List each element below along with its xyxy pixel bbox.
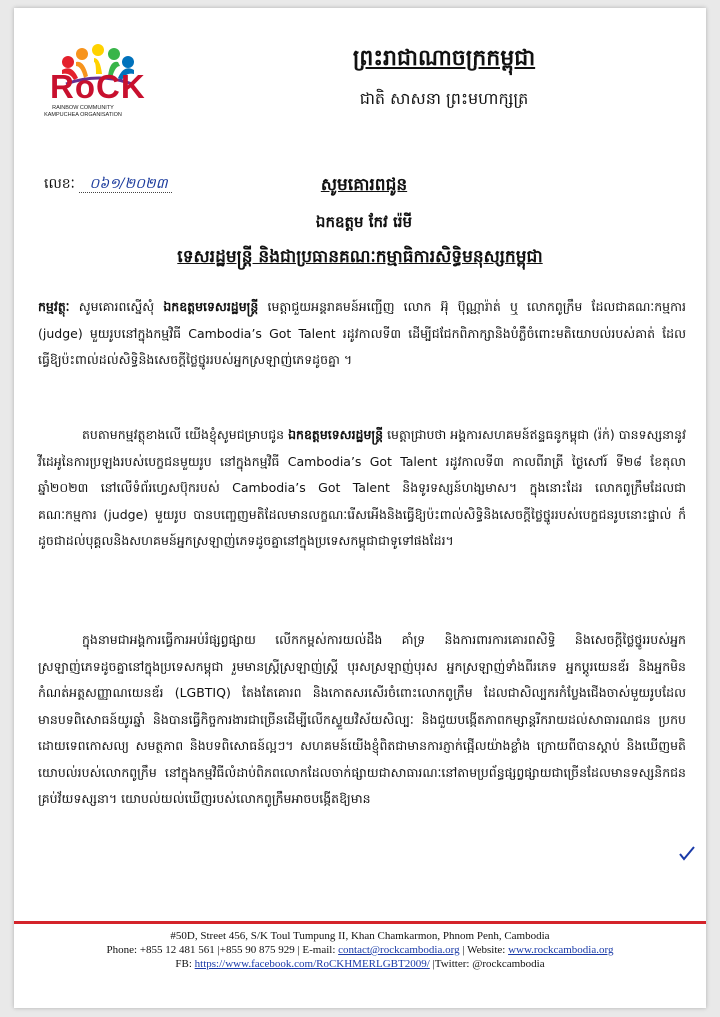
logo-figure-blue (122, 56, 134, 68)
reference-value: ០៦១/២០២៣ (89, 176, 168, 192)
checkmark-icon (678, 844, 696, 862)
footer-email-link[interactable]: contact@rockcambodia.org (338, 944, 460, 956)
footer-divider (14, 921, 706, 924)
recipient-title: ទេសរដ្ឋមន្ត្រី និងជាប្រធានគណៈកម្មាធិការសិទ្ធិមនុស្សកម្ពុជា (177, 247, 543, 267)
reference-number (44, 174, 172, 195)
subject-label: កម្មវត្ថុៈ (38, 299, 70, 314)
footer-twitter: @rockcambodia (472, 958, 545, 970)
logo-figure-red (62, 56, 74, 68)
subject-paragraph: កម្មវត្ថុៈ សូមគោរពស្នើសុំ ឯកឧត្តមទេសរដ្ឋមន្ត្រី មេត្តាជួយអន្តរាគមន៍អញ្ជើញ លោក អ៊ុ ប៊ុណ្ណារ៉ាត់ ឬ លោកពូក្រឹម ដែលជាគណៈកម្មការ (judge) មួយរូបនៅក្នុងកម្មវិធី Cambodia’s Got Talent រដូវកាលទី៣ ដើម្បីជជែកពិភាក្សានិងបំភ្លឺចំពោះមតិយោបល់របស់គាត់ ដែលធ្វើឱ្យប៉ះពាល់ដល់សិទ្ធិនិងសេចក្តីថ្លៃថ្នូររបស់អ្នកស្រឡាញ់ភេទដូចគ្នា ។ (38, 299, 686, 367)
logo-figure-yellow (92, 44, 104, 56)
footer-address: #50D, Street 456, S/K Toul Tumpung II, Khan Chamkarmon, Phnom Penh, Cambodia (170, 930, 550, 942)
footer-website-link[interactable]: www.rockcambodia.org (508, 944, 614, 956)
footer-facebook-link[interactable]: https://www.facebook.com/RoCKHMERLGBT2009/ (194, 958, 430, 970)
logo-figure-green (108, 48, 120, 60)
logo-figure-orange (76, 48, 88, 60)
letter-page (14, 8, 706, 1008)
footer-phone: +855 12 481 561 |+855 90 875 929 (139, 944, 295, 956)
body-paragraph-2: តបតាមកម្មវត្ថុខាងលើ យើងខ្ញុំសូមជម្រាបជូន ឯកឧត្តមទេសរដ្ឋមន្ត្រី មេត្តាជ្រាបថា អង្គការសហគមន៍ឥន្ទធនូកម្ពុជា (រ៉ក់) បានទស្សនានូវវីដេអូនៃការប្រឡងរបស់បេក្ខជនមួយរូប នៅក្នុងកម្មវិធី Cambodia’s Got Talent រដូវកាលទី៣ កាលពីរាត្រី ថ្ងៃសៅរ៍ ទី២៨ ខែតុលា ឆ្នាំ២០២៣ នៅលើទំព័រហ្វេសប៊ុករបស់ Cambodia’s Got Talent និងទូរទស្សន៍ហង្សមាស។ ក្នុងនោះដែរ លោកពូក្រឹមដែលជាគណៈកម្មការ (judge) មួយរូប បានបញ្ចេញមតិដែលមានលក្ខណៈរើសអើងនិងធ្វើឱ្យប៉ះពាល់សិទ្ធិនិងសេចក្តីថ្លៃថ្នូររបស់បេក្ខជនរូបនោះផ្ទាល់ ក៏ដូចជាដល់បុគ្គលនិងសហគមន៍អ្នកស្រឡាញ់ភេទដូចគ្នានៅក្នុងប្រទេសកម្ពុជាជាទូទៅផងដែរ។ (38, 427, 686, 548)
footer-social: FB: https://www.facebook.com/RoCKHMERLGBT2009/ |Twitter: @rockcambodia (175, 958, 545, 970)
salutation: សូមគោរពជូន (320, 175, 408, 195)
national-motto: ជាតិ សាសនា ព្រះមហាក្សត្រ (359, 89, 529, 108)
footer-contacts: Phone: +855 12 481 561 |+855 90 875 929 | E-mail: contact@rockcambodia.org | Website: www.rockcambodia.org (106, 944, 614, 956)
reference-label: លេខៈ (44, 176, 75, 192)
logo-wordmark: RoCK (50, 68, 146, 105)
recipient-name: ឯកឧត្តម កែវ រ៉េមី (315, 213, 413, 231)
body-paragraph-3: ក្នុងនាមជាអង្គការធ្វើការអប់រំផ្សព្វផ្សាយ លើកកម្ពស់ការយល់ដឹង គាំទ្រ និងការពារការគោរពសិទ្ធិ និងសេចក្តីថ្លៃថ្នូររបស់អ្នកស្រឡាញ់ភេទដូចគ្នានៅក្នុងប្រទេសកម្ពុជា រួមមានស្ត្រីស្រឡាញ់ស្ត្រី បុរសស្រឡាញ់បុរស អ្នកស្រឡាញ់ទាំងពីរភេទ អ្នកប្តូរយេនឌ័រ និងអ្នកមិនកំណត់អត្តសញ្ញាណយេនឌ័រ (LGBTIQ) តែងតែគោរព និងកោតសរសើរចំពោះលោកពូក្រឹម ដែលជាសិល្បករកំប្លែងជើងចាស់មួយរូបដែលមានបទពិសោធន៍យូរឆ្នាំ និងបានធ្វើកិច្ចការងារជាច្រើនដើម្បីលើកស្ទួយវិស័យសិល្បៈ និងជួយបង្កើតភាពកម្សាន្តរីករាយដល់សាធារណជន ប្រកបដោយទេពកោសល្យ សមត្ថភាព និងបទពិសោធន៍ល្អៗ។ សហគមន៍យើងខ្ញុំពិតជាមានការភ្ញាក់ផ្អើលយ៉ាងខ្លាំង ក្រោយពីបានស្តាប់ និងឃើញមតិយោបល់របស់លោកពូក្រឹម នៅក្នុងកម្មវិធីលំដាប់ពិភពលោកដែលចាក់ផ្សាយជាសាធារណៈនៅតាមប្រព័ន្ធផ្សព្វផ្សាយជាច្រើនដែលមានទស្សនិកជនគ្រប់វ័យទស្សនា។ យោបល់យល់ឃើញរបស់លោកពូក្រឹមអាចបង្កើតឱ្យមាន (38, 632, 686, 806)
kingdom-heading: ព្រះរាជាណាចក្រកម្ពុជា (352, 46, 536, 71)
logo-subtitle: RAINBOW COMMUNITY KAMPUCHEA ORGANISATION (44, 105, 122, 118)
